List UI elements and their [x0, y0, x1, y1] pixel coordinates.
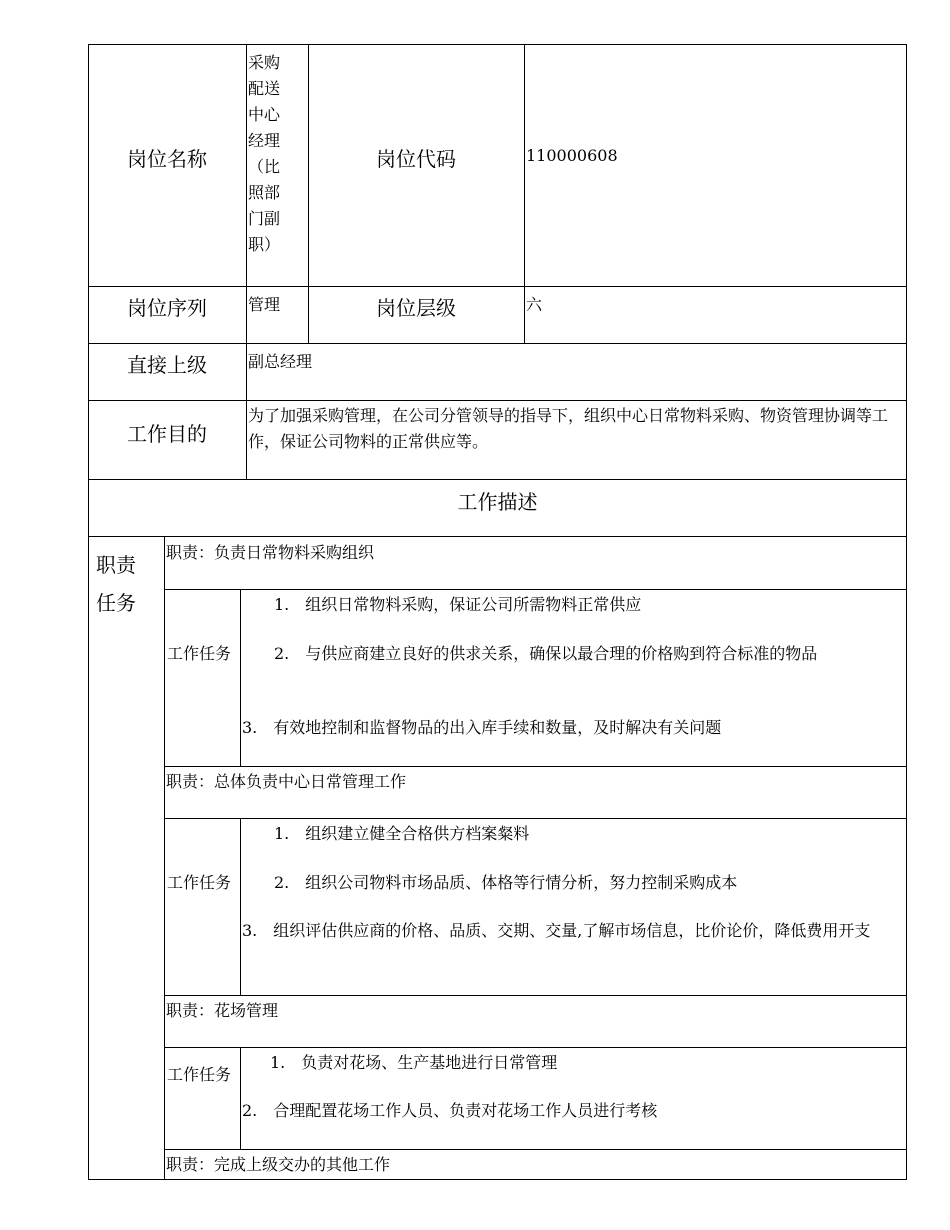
post-name-label: 岗位名称 [127, 147, 207, 171]
post-series-value: 管理 [248, 295, 281, 314]
border-line [164, 589, 907, 590]
task-item: 2. 与供应商建立良好的供求关系，确保以最合理的价格购到符合标准的物品 [274, 644, 818, 663]
post-code-label: 岗位代码 [376, 147, 456, 171]
border-line [88, 400, 907, 401]
superior-label: 直接上级 [127, 353, 207, 377]
purpose-label: 工作目的 [127, 422, 207, 446]
border-line [88, 536, 907, 537]
border-line [164, 1047, 907, 1048]
border-line [164, 766, 907, 767]
border-line [88, 286, 907, 287]
border-line [240, 1047, 241, 1149]
border-line [164, 818, 907, 819]
task-label: 工作任务 [166, 644, 231, 663]
task-item: 1. 组织日常物料采购，保证公司所需物料正常供应 [274, 595, 642, 614]
border-line [88, 1179, 907, 1180]
border-line [524, 44, 525, 344]
post-level-value: 六 [526, 295, 543, 314]
post-series-label: 岗位序列 [127, 296, 207, 320]
task-item: 2. 组织公司物料市场品质、体格等行情分析，努力控制采购成本 [274, 873, 738, 892]
post-level-label: 岗位层级 [376, 296, 456, 320]
border-line [906, 44, 907, 1180]
border-line [164, 1149, 907, 1150]
border-line [240, 818, 241, 995]
post-code-value: 110000608 [526, 146, 618, 165]
border-line [88, 44, 907, 45]
border-line [88, 479, 907, 480]
task-label: 工作任务 [166, 873, 231, 892]
task-item: 1. 负责对花场、生产基地进行日常管理 [270, 1053, 558, 1072]
duties-label: 职责任务 [96, 553, 136, 615]
post-name-value: 采购配送中心经理（比照部门副职） [248, 53, 281, 254]
duty-title: 职责：总体负责中心日常管理工作 [166, 772, 407, 791]
task-item: 3. 组织评估供应商的价格、品质、交期、交量,了解市场信息，比价论价，降低费用开支 [242, 921, 871, 940]
description-title: 工作描述 [457, 490, 538, 514]
task-item: 2. 合理配置花场工作人员、负责对花场工作人员进行考核 [242, 1101, 658, 1120]
border-line [88, 44, 89, 1180]
border-line [240, 589, 241, 766]
border-line [164, 536, 165, 1180]
task-item: 1. 组织建立健全合格供方档案粲料 [274, 824, 530, 843]
border-line [88, 343, 907, 344]
duty-title: 职责：完成上级交办的其他工作 [166, 1155, 391, 1174]
task-item: 3. 有效地控制和监督物品的出入库手续和数量，及时解决有关问题 [242, 718, 722, 737]
task-label: 工作任务 [166, 1065, 231, 1084]
duty-title: 职责：花场管理 [166, 1001, 279, 1020]
superior-value: 副总经理 [248, 352, 313, 371]
duty-title: 职责：负责日常物料采购组织 [166, 543, 375, 562]
purpose-value: 为了加强采购管理，在公司分管领导的指导下，组织中心日常物料采购、物资管理协调等工作，保证公司物料的正常供应等。 [248, 406, 889, 451]
border-line [164, 995, 907, 996]
border-line [246, 44, 247, 480]
